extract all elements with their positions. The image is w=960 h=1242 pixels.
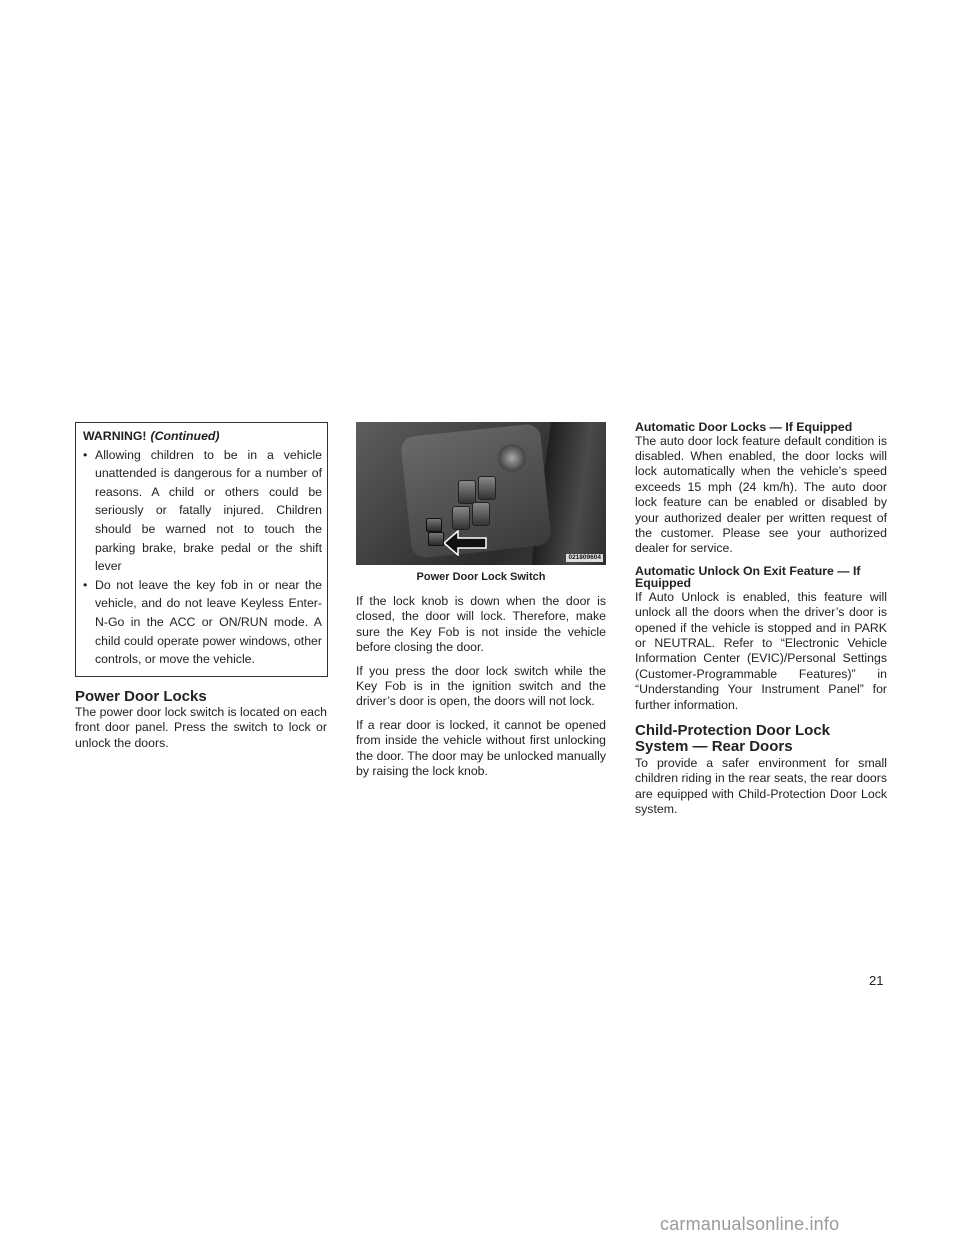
watermark: carmanualsonline.info — [660, 1214, 840, 1234]
body-paragraph: If you press the door lock switch while the Key Fob is in the ignition switch and the driver’s door is open, the doors will not lock. — [356, 663, 606, 709]
page-number: 21 — [869, 973, 884, 988]
warning-heading — [83, 427, 322, 446]
arrow-left-icon — [444, 530, 488, 556]
warning-item-text: Do not leave the key fob in or near the vehicle, and do not leave Keyless Enter-N-Go in the ACC or ON/RUN mode. A child could operate power windows, other controls, or move the vehicle. — [95, 577, 322, 667]
warning-item-text: Allowing children to be in a vehicle unattended is dangerous for a number of reasons. A child or others could be seriously or fatally injured. Children should be warned not to touch the parking brake, brake pedal or the shift lever — [95, 447, 322, 574]
figure-caption: Power Door Lock Switch — [416, 571, 546, 583]
power-door-locks-body: The power door lock switch is located on each front door panel. Press the switch to lock or unlock the doors. — [75, 704, 327, 750]
mirror-control-knob-icon — [498, 444, 526, 472]
auto-door-locks-heading: Automatic Door Locks — If Equipped — [635, 420, 853, 434]
column-left — [75, 422, 327, 759]
power-door-locks-heading: Power Door Locks — [75, 687, 207, 705]
body-paragraph: If the lock knob is down when the door is closed, the door will lock. Therefore, make sure the Key Fob is not inside the vehicle before closing the door. — [356, 594, 606, 655]
power-door-lock-switch-photo — [356, 422, 606, 565]
column-middle — [356, 422, 606, 787]
figure-code: 021809604 — [568, 554, 601, 561]
auto-unlock-heading: Automatic Unlock On Exit Feature — If Equipped — [635, 563, 861, 591]
auto-unlock-body: If Auto Unlock is enabled, this feature will unlock all the doors when the driver’s door is opened if the vehicle is stopped and in PARK or NEUTRAL. Refer to “Electronic Vehicle Information Center (EVIC)/Personal Settings (Customer-Programmable Features)” in “Understanding Your Instrument Panel” for further information. — [635, 589, 887, 712]
warning-label: WARNING! — [83, 429, 147, 443]
child-protection-heading — [635, 723, 887, 755]
bullet-icon: • — [83, 447, 88, 462]
warning-item — [83, 576, 322, 669]
warning-list — [83, 446, 322, 669]
window-switch-icon — [452, 506, 470, 530]
window-switch-icon — [478, 476, 496, 500]
unlock-button-icon — [428, 532, 444, 546]
column-right — [635, 421, 887, 826]
bullet-icon: • — [83, 577, 88, 592]
window-switch-icon — [458, 480, 476, 504]
auto-door-locks-body: The auto door lock feature default condition is disabled. When enabled, the door locks will lock automatically when the vehicle’s speed exceeds 15 mph (24 km/h). The auto door lock feature can be enabled or disabled by your authorized dealer per written request of the customer. Please see your authorized dealer for service. — [635, 433, 887, 556]
lock-button-icon — [426, 518, 442, 532]
child-protection-body: To provide a safer environment for small children riding in the rear seats, the rear doors are equipped with Child-Protection Door Lock system. — [635, 756, 887, 817]
child-protection-heading-line1: Child-Protection Door Lock — [635, 722, 830, 739]
window-switch-icon — [472, 502, 490, 526]
body-paragraph: If a rear door is locked, it cannot be opened from inside the vehicle without first unlocking the door. The door may be unlocked manually by raising the lock knob. — [356, 717, 606, 779]
warning-item — [83, 446, 322, 576]
warning-continued: (Continued) — [150, 429, 220, 443]
warning-box — [75, 422, 328, 677]
child-protection-heading-line2: System — Rear Doors — [635, 738, 793, 755]
